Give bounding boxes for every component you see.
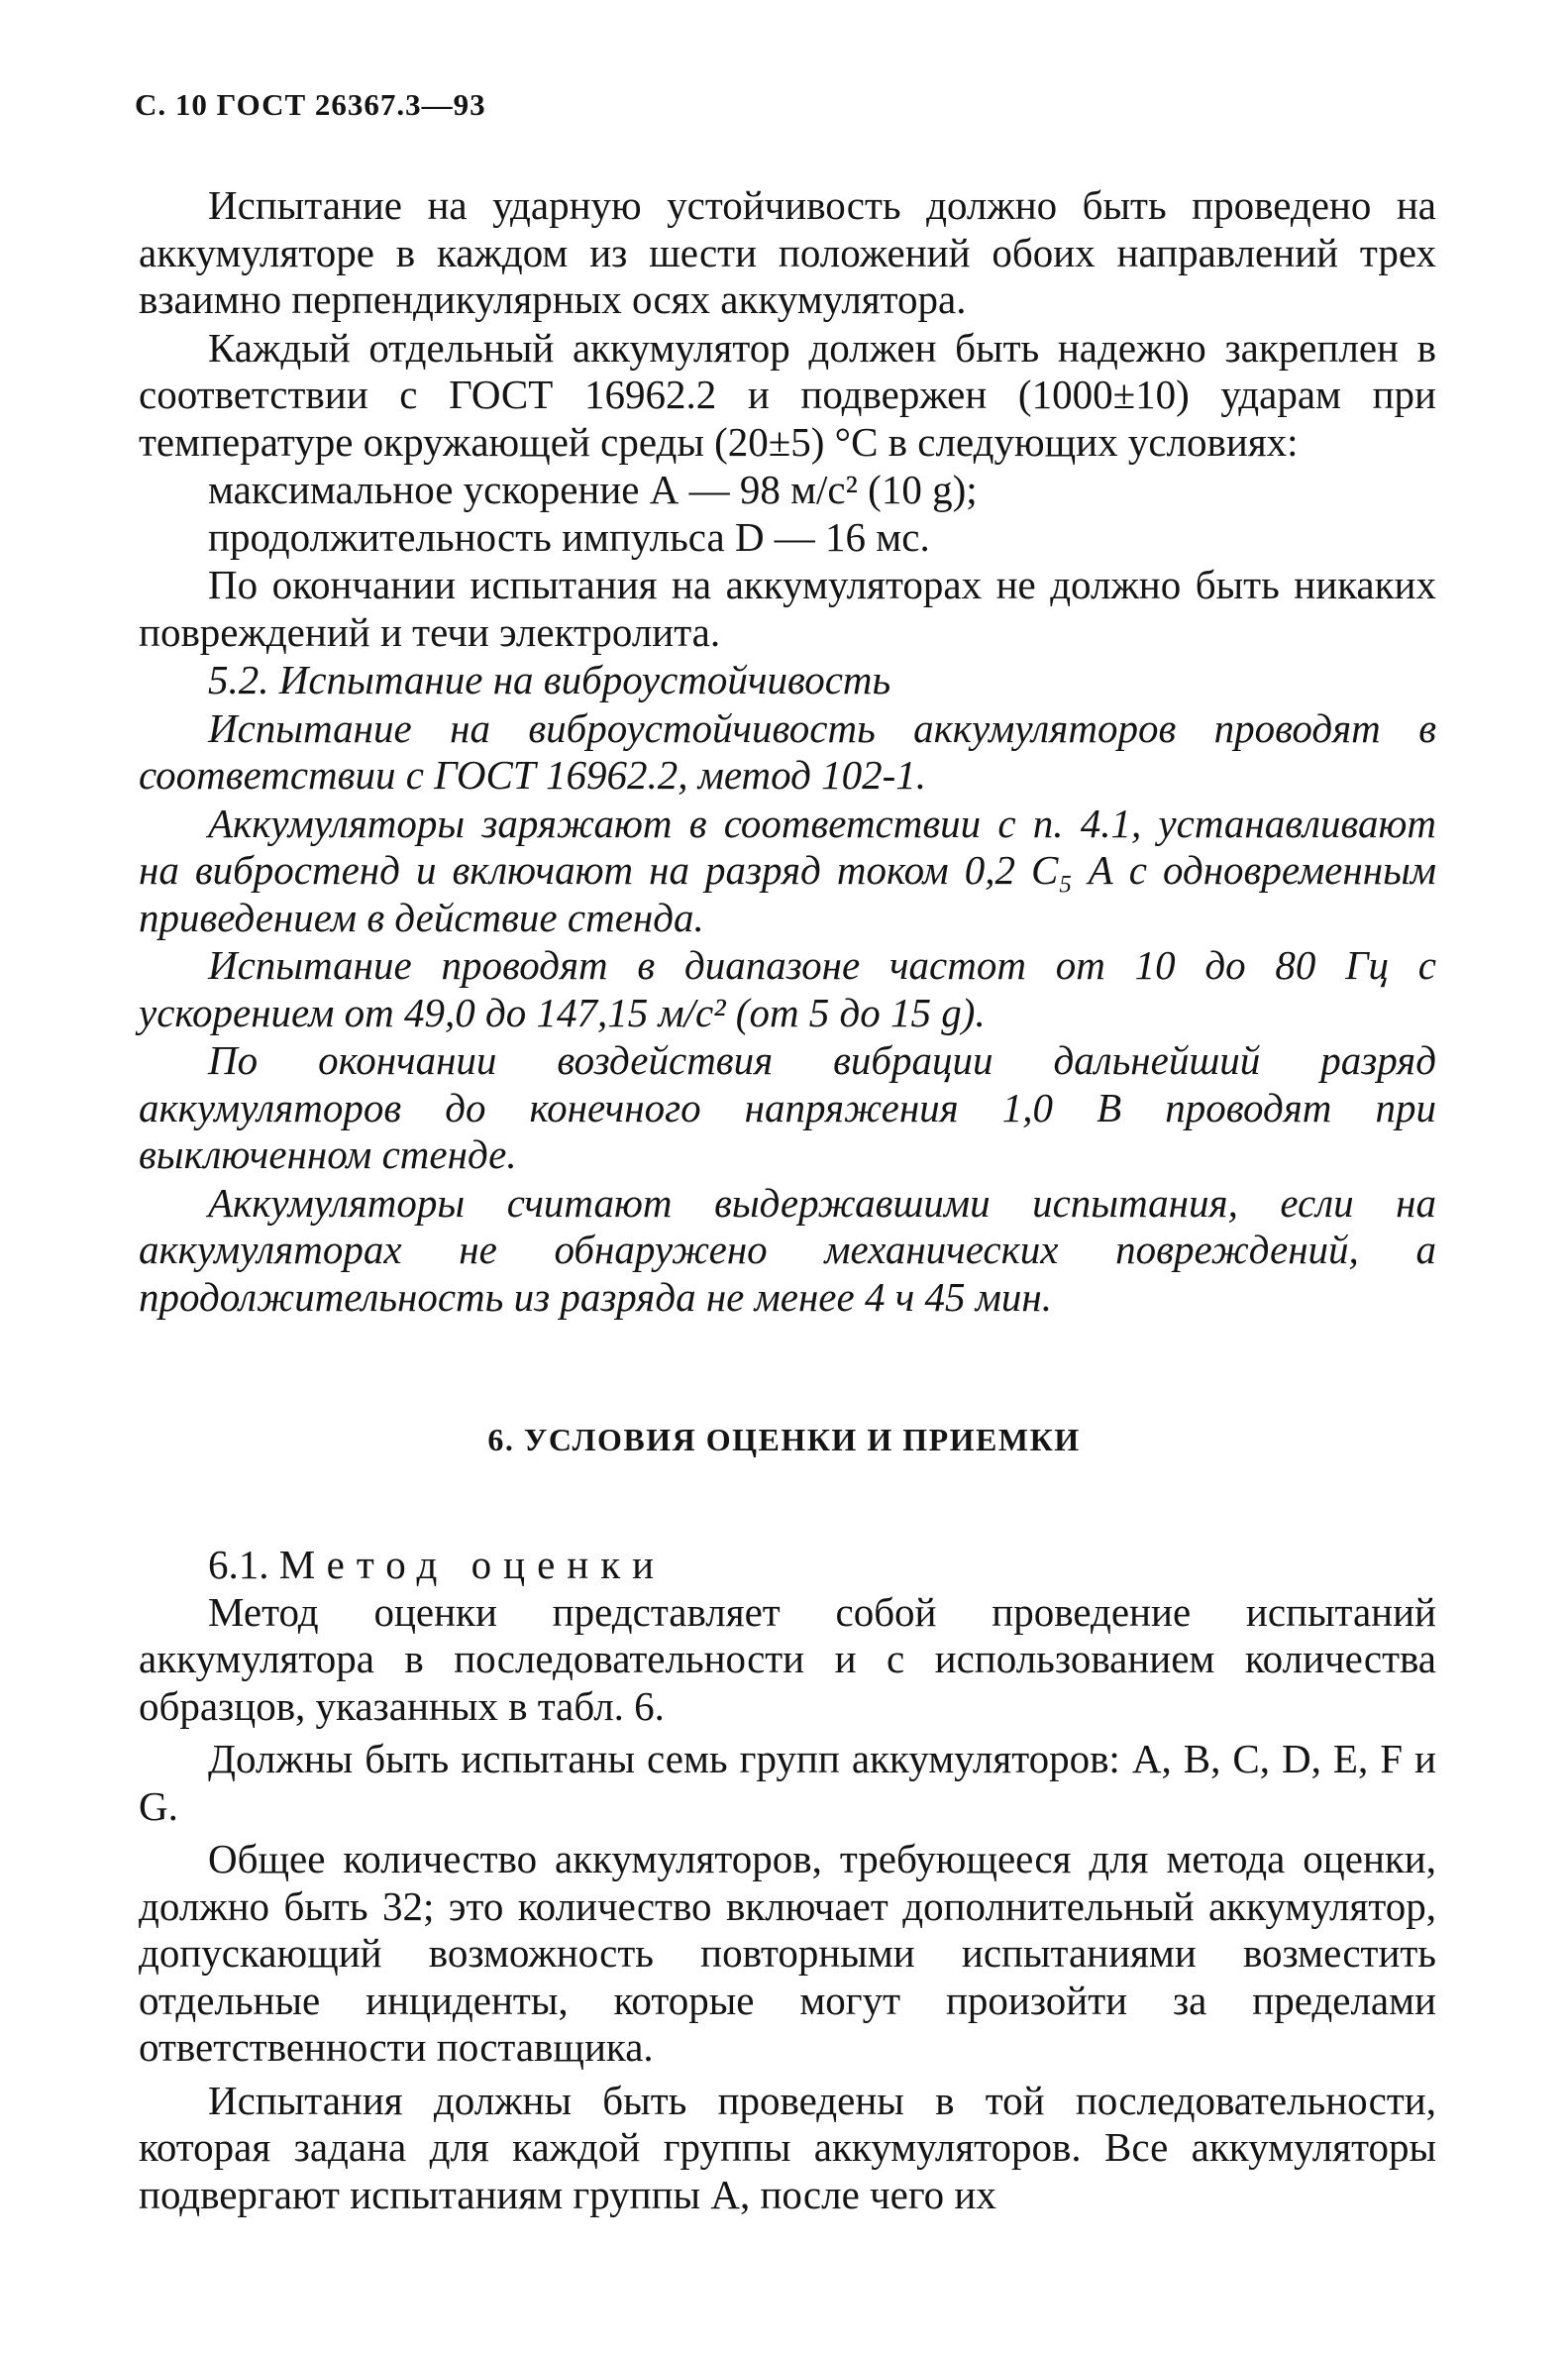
paragraph-sequence: Испытания должны быть проведены в той последовательности, которая задана для каждой группы аккумуляторов. Все аккумуляторы подвергают испытаниям группы А, после чего их (139, 2077, 1436, 2217)
subsection-title: Метод оценки (278, 1542, 667, 1587)
subsection-6-1-title (139, 1542, 1436, 1589)
paragraph-vibration-discharge: По окончании воздействия вибрации дальнейший разряд аккумуляторов до конечного напряжения 1,0 В проводят при выключенном стенде. (139, 1037, 1436, 1177)
paragraph-fixing: Каждый отдельный аккумулятор должен быть надежно закреплен в соответствии с ГОСТ 16962.2 и подвержен (1000±10) ударам при температуре окружающей среды (20±5) °С в следующих условиях: (139, 324, 1436, 465)
paragraph-vibration-criteria: Аккумуляторы считают выдержавшими испытания, если на аккумуляторах не обнаружено механических повреждений, а продолжительность из разряда не менее 4 ч 45 мин. (139, 1179, 1436, 1320)
paragraph-vibration-method: Испытание на виброустойчивость аккумуляторов проводят в соответствии с ГОСТ 16962.2, метод 102-1. (139, 704, 1436, 798)
paragraph-quantity: Общее количество аккумуляторов, требующееся для метода оценки, должно быть 32; это количество включает дополнительный аккумулятор, допускающий возможность повторными испытаниями возместить отдельные инциденты, которые могут произойти за пределами ответственности поставщика. (139, 1836, 1436, 2070)
section-6-body (139, 1542, 1436, 2218)
paragraph-shock-test: Испытание на ударную устойчивость должно быть проведено на аккумуляторе в каждом из шести положений обоих направлений трех взаимно перпендикулярных осях аккумулятора. (139, 182, 1436, 322)
paragraph-vibration-charge: Аккумуляторы заряжают в соответствии с п. 4.1, устанавливают на вибростенд и включают на разряд током 0,2 C₅ А с одновременным приведением в действие стенда. (139, 800, 1436, 940)
paragraph-result: По окончании испытания на аккумуляторах не должно быть никаких повреждений и течи электролита. (139, 562, 1436, 655)
section-5-body (139, 182, 1436, 1321)
paragraph-groups: Должны быть испытаны семь групп аккумуляторов: А, В, С, D, E, F и G. (139, 1736, 1436, 1829)
paragraph-method: Метод оценки представляет собой проведение испытаний аккумулятора в последовательности и с использованием количества образцов, указанных в табл. 6. (139, 1588, 1436, 1729)
section-6-heading: 6. УСЛОВИЯ ОЦЕНКИ И ПРИЕМКИ (487, 1422, 1081, 1457)
paragraph-vibration-range: Испытание проводят в диапазоне частот от 10 до 80 Гц с ускорением от 49,0 до 147,15 м/с² (от 5 до 15 g). (139, 942, 1436, 1035)
condition-acceleration: максимальное ускорение А — 98 м/с² (10 g); (208, 467, 978, 512)
subsection-number: 6.1. (208, 1542, 269, 1587)
subheading-vibration: 5.2. Испытание на виброустойчивость (208, 657, 891, 702)
condition-duration: продолжительность импульса D — 16 мс. (208, 513, 930, 560)
page-header: С. 10 ГОСТ 26367.3—93 (135, 87, 486, 122)
